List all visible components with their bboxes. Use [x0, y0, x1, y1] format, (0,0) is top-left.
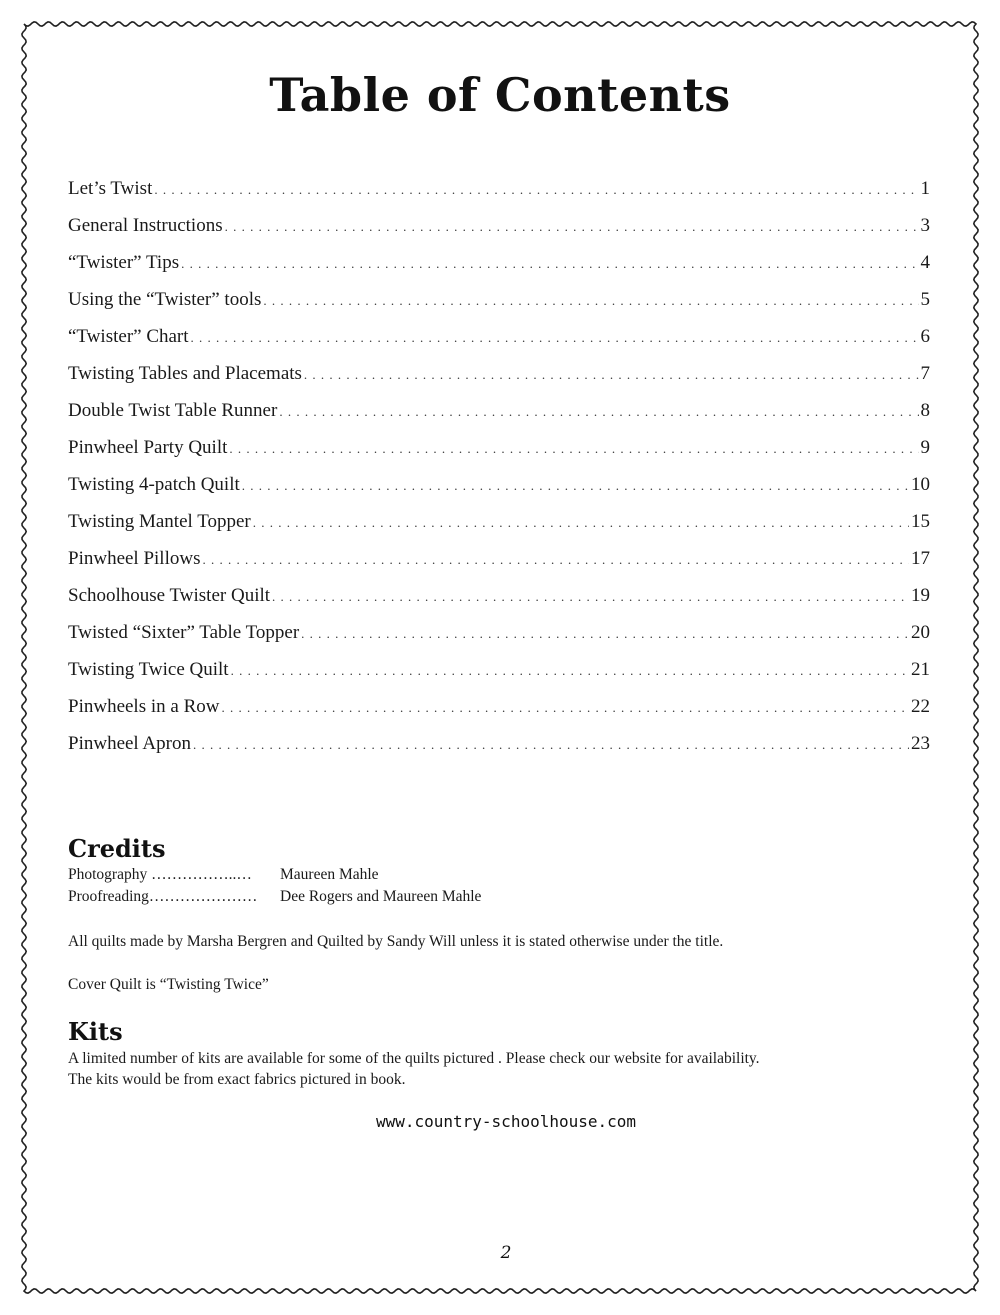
toc-entry-page: 17	[911, 548, 930, 569]
toc-entry-page: 3	[920, 215, 930, 236]
toc-entry	[68, 252, 930, 289]
toc-entry-page: 8	[920, 400, 930, 421]
dot-leader	[231, 663, 909, 679]
toc-entry	[68, 363, 930, 400]
dot-leader	[253, 515, 909, 531]
page-title: Table of Contents	[269, 68, 731, 122]
toc-entry-title: Pinwheel Party Quilt	[68, 437, 228, 458]
toc-entry	[68, 437, 930, 474]
credit-person: Maureen Mahle	[280, 866, 379, 883]
toc-entry-page: 22	[911, 696, 930, 717]
toc-entry-title: Twisting 4-patch Quilt	[68, 474, 240, 495]
toc-entry	[68, 400, 930, 437]
kits-text-line-2: The kits would be from exact fabrics pictured in book.	[68, 1071, 406, 1088]
toc-entry-page: 7	[920, 363, 930, 384]
toc-entry-page: 9	[920, 437, 930, 458]
toc-entry-page: 5	[920, 289, 930, 310]
toc-entry	[68, 511, 930, 548]
toc-entry-page: 4	[920, 252, 930, 273]
credit-role: Proofreading…………………	[68, 888, 258, 905]
toc-entry	[68, 215, 930, 252]
credit-photography	[68, 866, 379, 884]
dot-leader	[154, 182, 918, 198]
toc-entry-page: 19	[911, 585, 930, 606]
dot-leader	[225, 219, 919, 235]
toc-entry-title: Pinwheel Apron	[68, 733, 191, 754]
kits-text-line-1: A limited number of kits are available for some of the quilts pictured . Please check our website for availability.	[68, 1050, 760, 1067]
dot-leader	[272, 589, 909, 605]
toc-entry	[68, 659, 930, 696]
toc-entry-page: 1	[920, 178, 930, 199]
toc-entry-title: “Twister” Tips	[68, 252, 180, 273]
toc-entry-title: Pinwheels in a Row	[68, 696, 220, 717]
toc-entry	[68, 733, 930, 770]
dot-leader	[193, 737, 909, 753]
toc-entry	[68, 178, 930, 215]
dot-leader	[191, 330, 919, 346]
quilts-credit-note: All quilts made by Marsha Bergren and Quilted by Sandy Will unless it is stated otherwise under the title.	[68, 933, 724, 950]
toc-entry-page: 6	[920, 326, 930, 347]
dot-leader	[202, 552, 909, 568]
table-of-contents	[68, 178, 930, 770]
toc-entry-title: Schoolhouse Twister Quilt	[68, 585, 271, 606]
dot-leader	[181, 256, 918, 272]
toc-entry-title: General Instructions	[68, 215, 223, 236]
dot-leader	[301, 626, 909, 642]
toc-entry	[68, 696, 930, 733]
dot-leader	[221, 700, 909, 716]
toc-entry-title: Double Twist Table Runner	[68, 400, 278, 421]
toc-entry	[68, 585, 930, 622]
dot-leader	[304, 367, 919, 383]
toc-entry	[68, 289, 930, 326]
toc-entry-title: Twisting Tables and Placemats	[68, 363, 302, 384]
toc-entry-title: “Twister” Chart	[68, 326, 189, 347]
credit-person: Dee Rogers and Maureen Mahle	[280, 888, 482, 905]
dot-leader	[279, 404, 918, 420]
toc-entry	[68, 622, 930, 659]
toc-entry-title: Using the “Twister” tools	[68, 289, 262, 310]
toc-entry-page: 15	[911, 511, 930, 532]
toc-entry-title: Twisting Twice Quilt	[68, 659, 229, 680]
credit-proofreading	[68, 888, 481, 906]
cover-quilt-note: Cover Quilt is “Twisting Twice”	[68, 976, 269, 993]
toc-entry-title: Pinwheel Pillows	[68, 548, 201, 569]
toc-entry-title: Twisting Mantel Topper	[68, 511, 251, 532]
toc-entry-title: Let’s Twist	[68, 178, 153, 199]
toc-entry	[68, 326, 930, 363]
toc-entry-page: 10	[911, 474, 930, 495]
toc-entry-title: Twisted “Sixter” Table Topper	[68, 622, 300, 643]
dot-leader	[229, 441, 918, 457]
toc-entry	[68, 548, 930, 585]
toc-entry-page: 20	[911, 622, 930, 643]
toc-entry-page: 21	[911, 659, 930, 680]
toc-entry	[68, 474, 930, 511]
dot-leader	[242, 478, 909, 494]
page-number: 2	[500, 1243, 512, 1263]
dot-leader	[263, 293, 918, 309]
credits-heading: Credits	[68, 834, 166, 863]
toc-entry-page: 23	[911, 733, 930, 754]
kits-heading: Kits	[68, 1017, 123, 1046]
credit-role: Photography ……………..…	[68, 866, 252, 883]
website-link[interactable]: www.country-schoolhouse.com	[375, 1112, 637, 1131]
